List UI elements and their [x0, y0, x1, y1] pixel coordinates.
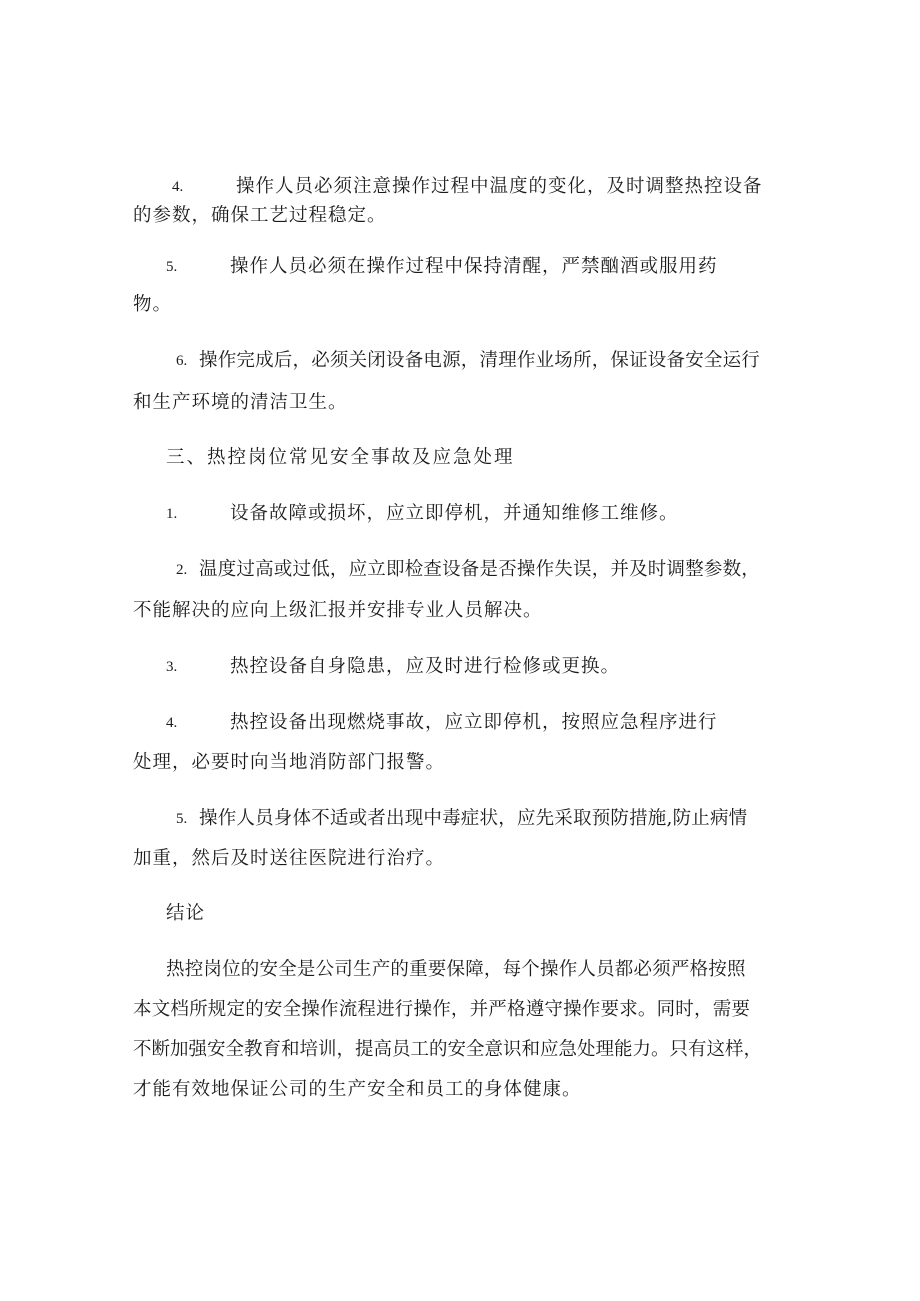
- section-heading: 三、热控岗位常见安全事故及应急处理: [166, 447, 515, 468]
- list-item-number: 5.: [166, 259, 178, 275]
- list-item-number: 4.: [172, 179, 184, 195]
- paragraph-line: 热控岗位的安全是公司生产的重要保障，每个操作人员都必须严格按照: [166, 959, 746, 980]
- list-item-text: 温度过高或过低，应立即检查设备是否操作失误，并及时调整参数，: [199, 559, 761, 580]
- list-item-number: 3.: [166, 659, 178, 675]
- list-item-text: 热控设备自身隐患，应及时进行检修或更换。: [230, 656, 621, 677]
- paragraph-line: 本文档所规定的安全操作流程进行操作，并严格遵守操作要求。同时，需要: [133, 999, 751, 1020]
- list-item-text-continued: 物。: [133, 294, 173, 315]
- list-item-text: 操作人员必须在操作过程中保持清醒，严禁酗酒或服用药: [230, 256, 718, 277]
- list-item-text-continued: 处理，必要时向当地消防部门报警。: [133, 752, 446, 773]
- list-item-text: 操作完成后，必须关闭设备电源，清理作业场所，保证设备安全运行: [199, 350, 761, 371]
- list-item-text-continued: 加重，然后及时送往医院进行治疗。: [133, 848, 446, 869]
- list-item-number: 2.: [176, 562, 188, 578]
- list-item-number: 1.: [166, 506, 178, 522]
- list-item-number: 6.: [176, 353, 188, 369]
- paragraph-line: 不断加强安全教育和培训，提高员工的安全意识和应急处理能力。只有这样，: [133, 1039, 763, 1060]
- list-item-number: 5.: [176, 811, 188, 827]
- list-item-text: 设备故障或损坏，应立即停机，并通知维修工维修。: [230, 503, 679, 524]
- list-item-number: 4.: [166, 715, 178, 731]
- conclusion-heading: 结论: [166, 903, 206, 924]
- paragraph-line: 才能有效地保证公司的生产安全和员工的身体健康。: [133, 1079, 582, 1100]
- list-item-text-continued: 不能解决的应向上级汇报并安排专业人员解决。: [133, 600, 543, 621]
- list-item-text-continued: 和生产环境的清洁卫生。: [133, 392, 348, 413]
- list-item-text: 操作人员身体不适或者出现中毒症状，应先采取预防措施,防止病情: [199, 808, 748, 829]
- list-item-text: 操作人员必须注意操作过程中温度的变化，及时调整热控设备: [236, 176, 763, 197]
- list-item-text-continued: 的参数，确保工艺过程稳定。: [133, 205, 387, 226]
- list-item-text: 热控设备出现燃烧事故，应立即停机，按照应急程序进行: [230, 712, 718, 733]
